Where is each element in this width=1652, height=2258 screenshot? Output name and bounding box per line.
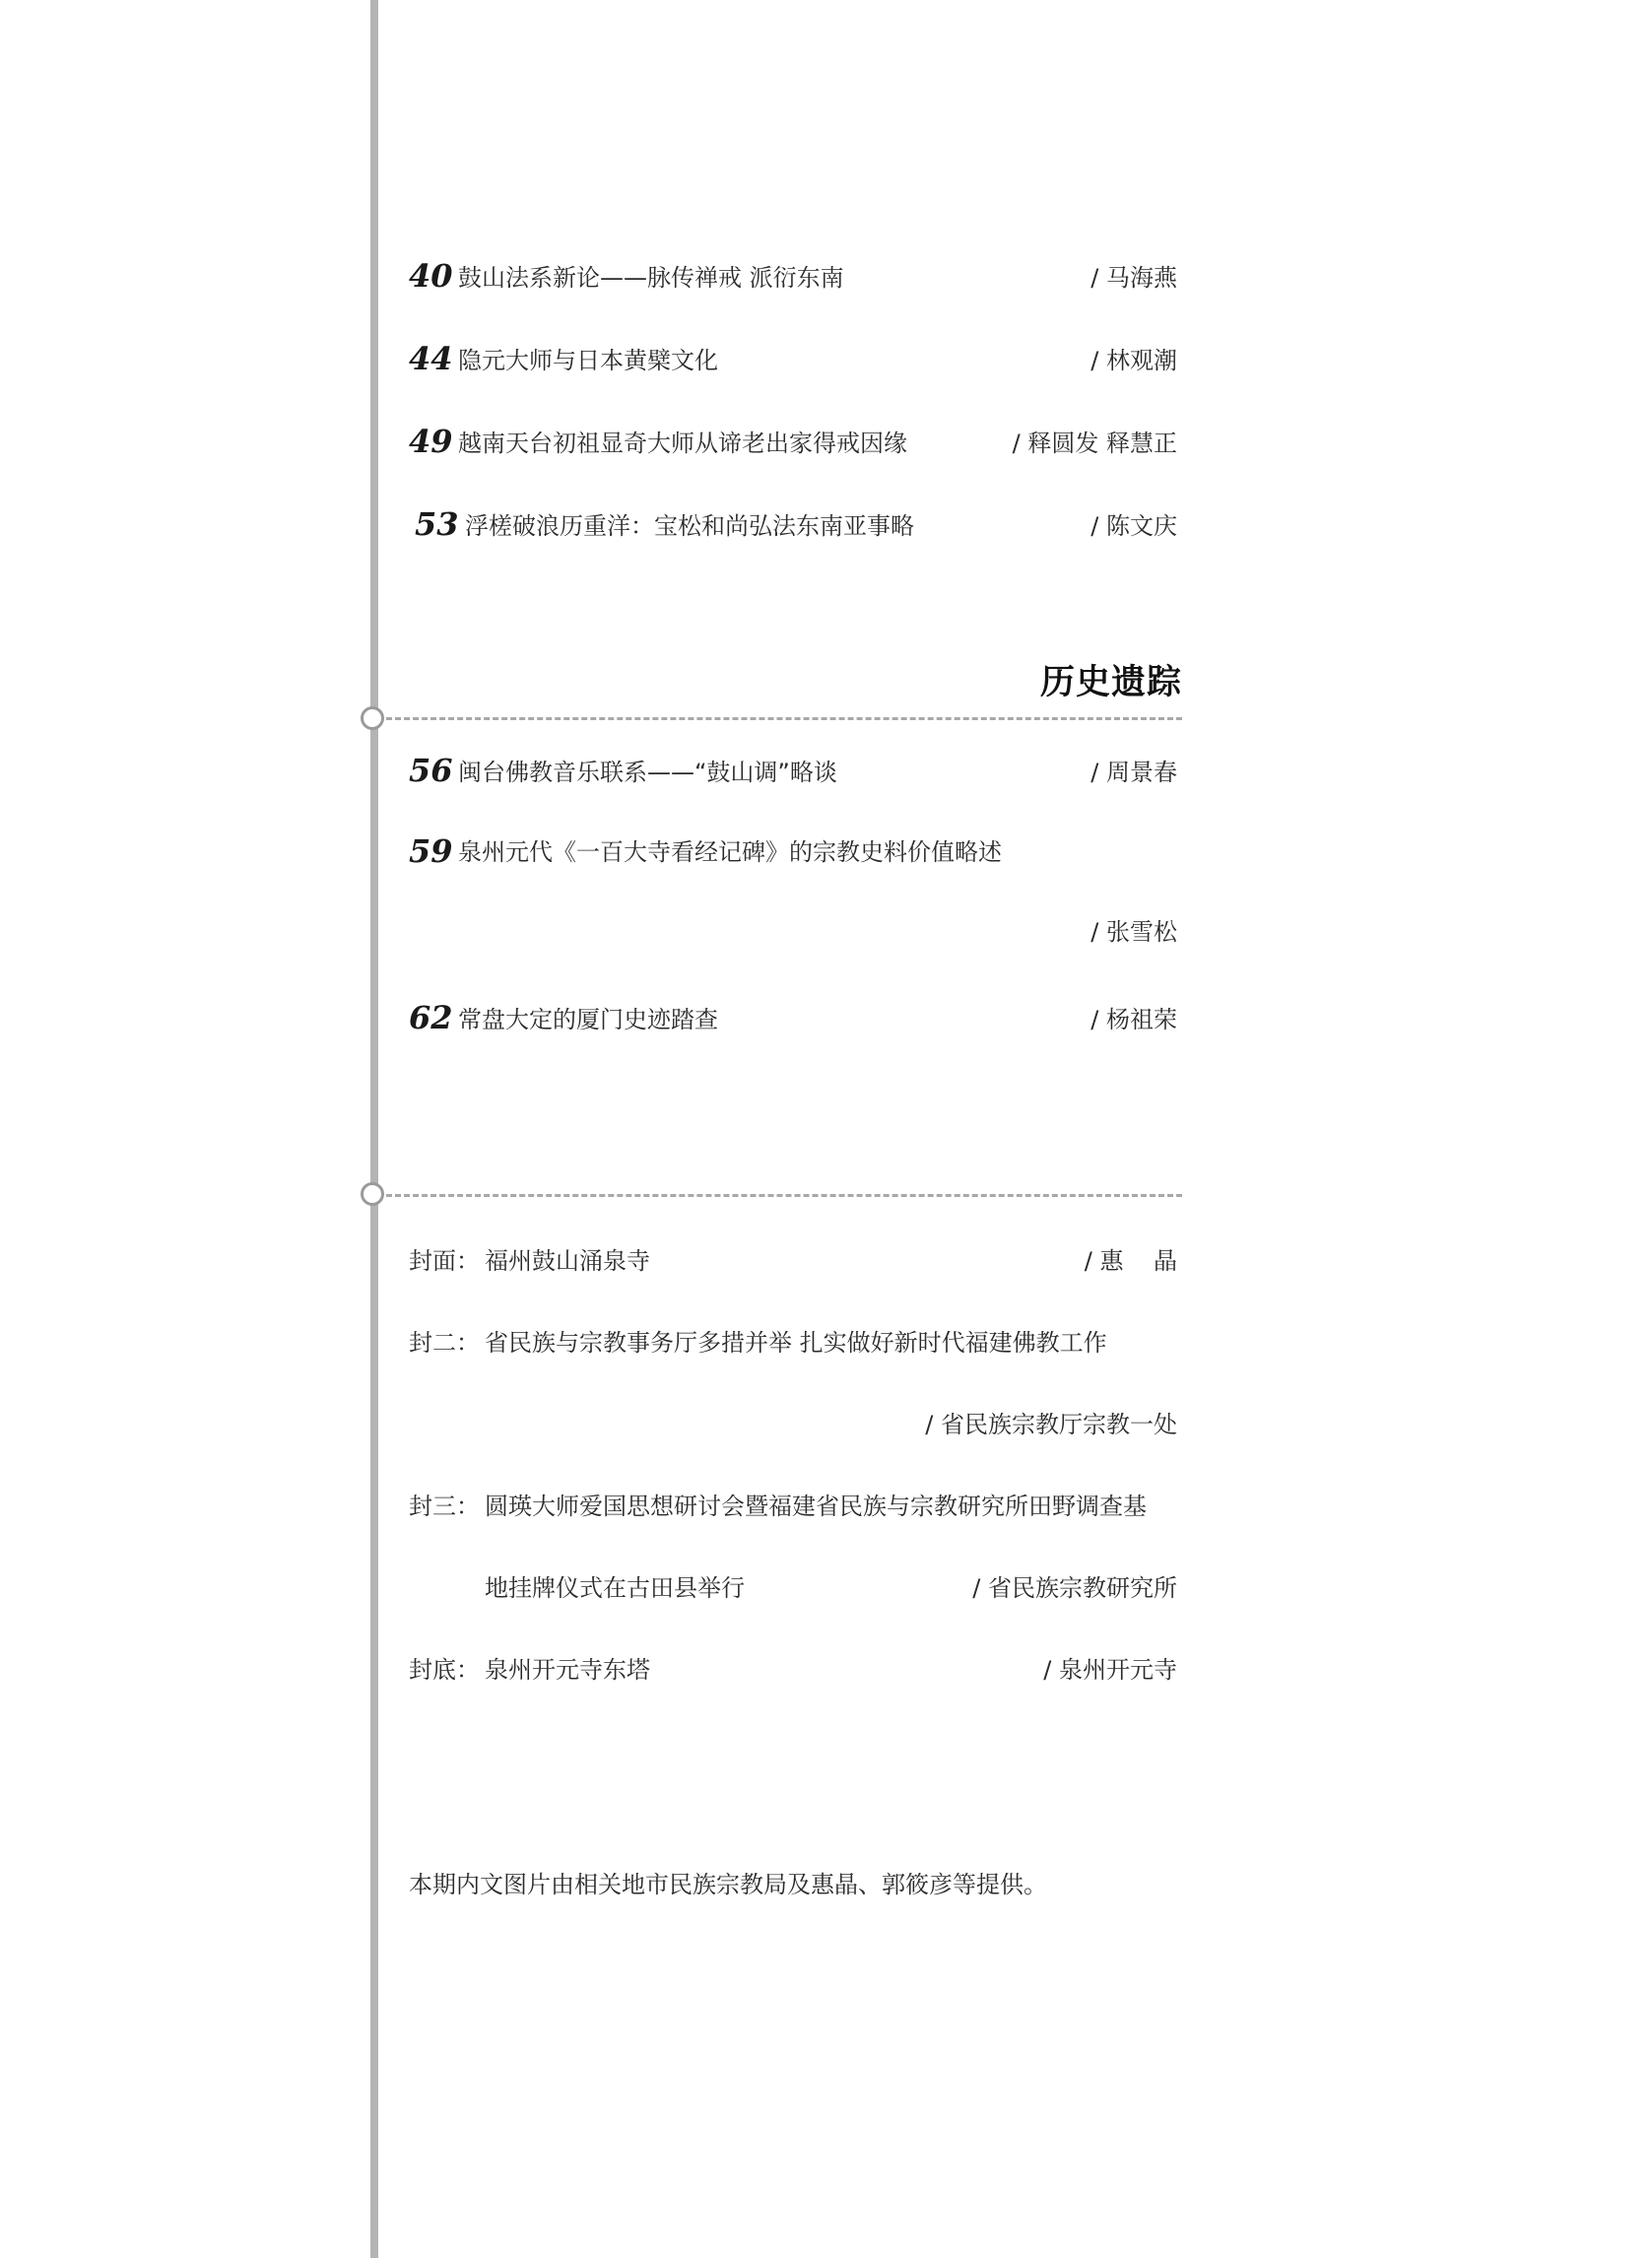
cover-description: 泉州开元寺东塔 — [485, 1656, 650, 1684]
toc-entry[interactable] — [409, 495, 1180, 544]
cover-description-continued: 地挂牌仪式在古田县举行 — [485, 1574, 745, 1602]
article-title: 常盘大定的厦门史迹踏查 — [458, 1006, 718, 1033]
cover-credit-row — [409, 1237, 1180, 1277]
timeline-node — [361, 706, 384, 730]
cover-credit: / 惠 晶 — [1085, 1249, 1177, 1273]
cover-credit-row — [409, 1483, 1180, 1522]
page-number: 44 — [409, 340, 453, 377]
page-number: 49 — [409, 423, 453, 460]
article-author: / 释圆发 释慧正 — [1013, 432, 1177, 455]
cover-description: 圆瑛大师爱国思想研讨会暨福建省民族与宗教研究所田野调查基 — [485, 1493, 1147, 1520]
cover-label: 封底 ： — [409, 1658, 480, 1682]
page-number: 40 — [409, 257, 453, 295]
article-author: / 杨祖荣 — [1090, 1008, 1177, 1031]
cover-description: 省民族与宗教事务厅多措并举 扎实做好新时代福建佛教工作 — [485, 1329, 1107, 1357]
timeline-node — [361, 1182, 384, 1206]
page-number: 62 — [409, 999, 453, 1036]
page-number: 59 — [409, 832, 453, 870]
toc-entry[interactable] — [409, 741, 1180, 790]
toc-entry[interactable] — [409, 412, 1180, 461]
article-title: 浮槎破浪历重洋：宝松和尚弘法东南亚事略 — [465, 512, 914, 540]
article-author: / 林观潮 — [1090, 349, 1177, 372]
cover-credit-row — [409, 1646, 1180, 1686]
page-number: 53 — [415, 505, 459, 543]
article-title: 闽台佛教音乐联系——“鼓山调”略谈 — [458, 759, 837, 786]
article-title: 鼓山法系新论——脉传禅戒 派衍东南 — [458, 264, 844, 292]
toc-entry[interactable] — [409, 988, 1180, 1037]
cover-credit: / 省民族宗教厅宗教一处 — [925, 1413, 1177, 1436]
section-divider — [386, 1194, 1182, 1197]
article-author: / 周景春 — [1090, 761, 1177, 784]
cover-credit: / 省民族宗教研究所 — [972, 1576, 1177, 1600]
article-title: 隐元大师与日本黄檗文化 — [458, 347, 718, 374]
section-heading: 历史遗踪 — [1039, 662, 1182, 702]
toc-entry[interactable] — [409, 246, 1180, 296]
cover-label: 封面 ： — [409, 1249, 480, 1273]
cover-credit-row — [409, 1564, 1180, 1604]
article-title: 泉州元代《一百大寺看经记碑》的宗教史料价值略述 — [458, 838, 1002, 866]
toc-entry[interactable] — [409, 329, 1180, 378]
article-author: / 陈文庆 — [1090, 514, 1177, 538]
article-author: / 马海燕 — [1090, 266, 1177, 290]
article-author: / 张雪松 — [1090, 920, 1177, 944]
timeline-spine — [370, 0, 378, 2258]
cover-credit: / 泉州开元寺 — [1043, 1658, 1177, 1682]
cover-description: 福州鼓山涌泉寺 — [485, 1247, 650, 1275]
cover-credit-row — [409, 1401, 1180, 1440]
cover-label: 封二 ： — [409, 1331, 480, 1355]
cover-label: 封三 ： — [409, 1494, 480, 1518]
page-number: 56 — [409, 752, 453, 789]
toc-entry[interactable] — [409, 824, 1180, 950]
article-title: 越南天台初祖显奇大师从谛老出家得戒因缘 — [458, 430, 907, 457]
image-credit-footnote: 本期内文图片由相关地市民族宗教局及惠晶、郭筱彦等提供。 — [409, 1871, 1047, 1898]
cover-credit-row — [409, 1319, 1180, 1359]
section-divider — [386, 717, 1182, 720]
